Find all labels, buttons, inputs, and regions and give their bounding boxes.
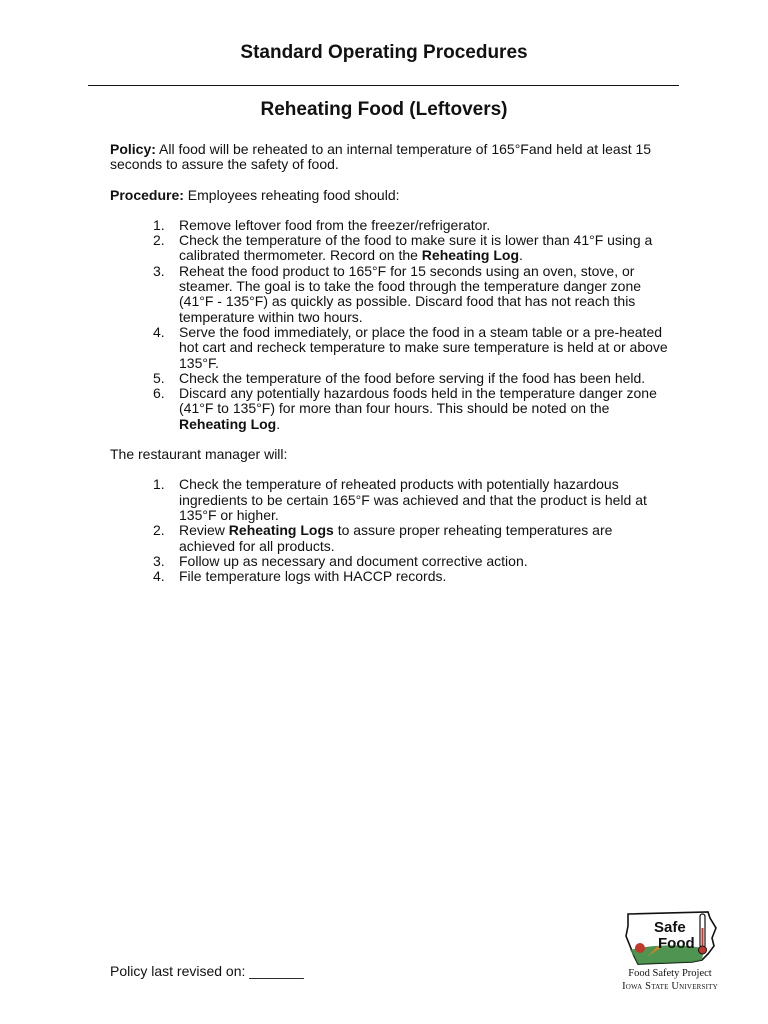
logo-word-food: Food [658, 935, 695, 952]
header-divider [88, 85, 679, 86]
list-item [110, 325, 670, 371]
employee-steps-list [110, 218, 670, 432]
list-item [110, 554, 670, 569]
list-item-text: Check the temperature of reheated products with potentially hazardous ingredients to be certain 165°F was achieved and that the product is held at 135°F or higher. [179, 476, 647, 523]
list-item [110, 218, 670, 233]
list-item-text: . [276, 415, 281, 432]
list-item [110, 477, 670, 523]
list-number: 5. [153, 369, 165, 386]
procedure-intro [110, 188, 670, 203]
list-number: 2. [153, 232, 165, 249]
page-header-title: Standard Operating Procedures [240, 42, 528, 63]
logo-university-name: Iowa State University [622, 981, 718, 992]
policy-text: All food will be reheated to an internal temperature of 165°Fand held at least 15 seconds to assure the safety of food. [110, 141, 652, 173]
iowa-state-logo-icon [622, 908, 722, 970]
list-item-text: Check the temperature of the food to make sure it is lower than 41°F using a calibrated thermometer. Record on the [179, 232, 653, 264]
list-number: 6. [153, 385, 165, 402]
list-item-text: Discard any potentially hazardous foods held in the temperature danger zone (41°F to 135°F) for more than four hours. This should be noted on the [179, 385, 657, 417]
procedure-intro-text: Employees reheating food should: [183, 186, 400, 203]
list-number: 1. [153, 476, 165, 493]
list-item [110, 386, 670, 432]
safe-food-logo [600, 900, 740, 1000]
list-item-text: File temperature logs with HACCP records. [179, 568, 447, 585]
logo-word-safe: Safe [654, 919, 686, 936]
list-item [110, 523, 670, 554]
procedure-label: Procedure: [110, 186, 184, 203]
list-item-text: Remove leftover food from the freezer/refrigerator. [179, 216, 491, 233]
document-title: Reheating Food (Leftovers) [260, 99, 508, 120]
list-item-text: Reheat the food product to 165°F for 15 seconds using an oven, stove, or steamer. The goal is to take the food through the temperature danger zone (41°F - 135°F) as quickly as possible. Discard food that has not reach this temperature within two hours. [179, 262, 642, 325]
log-reference: Reheating Log [179, 415, 277, 432]
list-number: 3. [153, 552, 165, 569]
log-reference: Reheating Log [421, 247, 520, 264]
list-item-text: Check the temperature of the food before serving if the food has been held. [179, 369, 646, 386]
list-number: 4. [153, 323, 165, 340]
list-item [110, 371, 670, 386]
list-item [110, 264, 670, 325]
list-number: 3. [153, 262, 165, 279]
list-item-text: Review [179, 522, 229, 539]
list-item-text: Follow up as necessary and document corrective action. [179, 552, 528, 569]
list-item [110, 233, 670, 264]
policy-label: Policy: [110, 141, 156, 157]
list-number: 4. [153, 568, 165, 585]
log-reference: Reheating Logs [228, 522, 334, 539]
manager-steps-list [110, 477, 670, 584]
logo-project-name: Food Safety Project [628, 968, 712, 979]
policy-statement [110, 142, 670, 173]
list-item-text: to assure proper reheating temperatures are achieved for all products. [179, 522, 613, 554]
list-item-text: Serve the food immediately, or place the food in a steam table or a pre-heated hot cart and recheck temperature to make sure temperature is held at or above 135°F. [179, 323, 668, 371]
list-number: 2. [153, 522, 165, 539]
document-body [110, 142, 670, 584]
list-item [110, 569, 670, 584]
policy-revised-line: Policy last revised on: _______ [110, 963, 304, 979]
list-number: 1. [153, 216, 165, 233]
manager-intro: The restaurant manager will: [110, 446, 288, 463]
list-item-text: . [519, 247, 523, 264]
